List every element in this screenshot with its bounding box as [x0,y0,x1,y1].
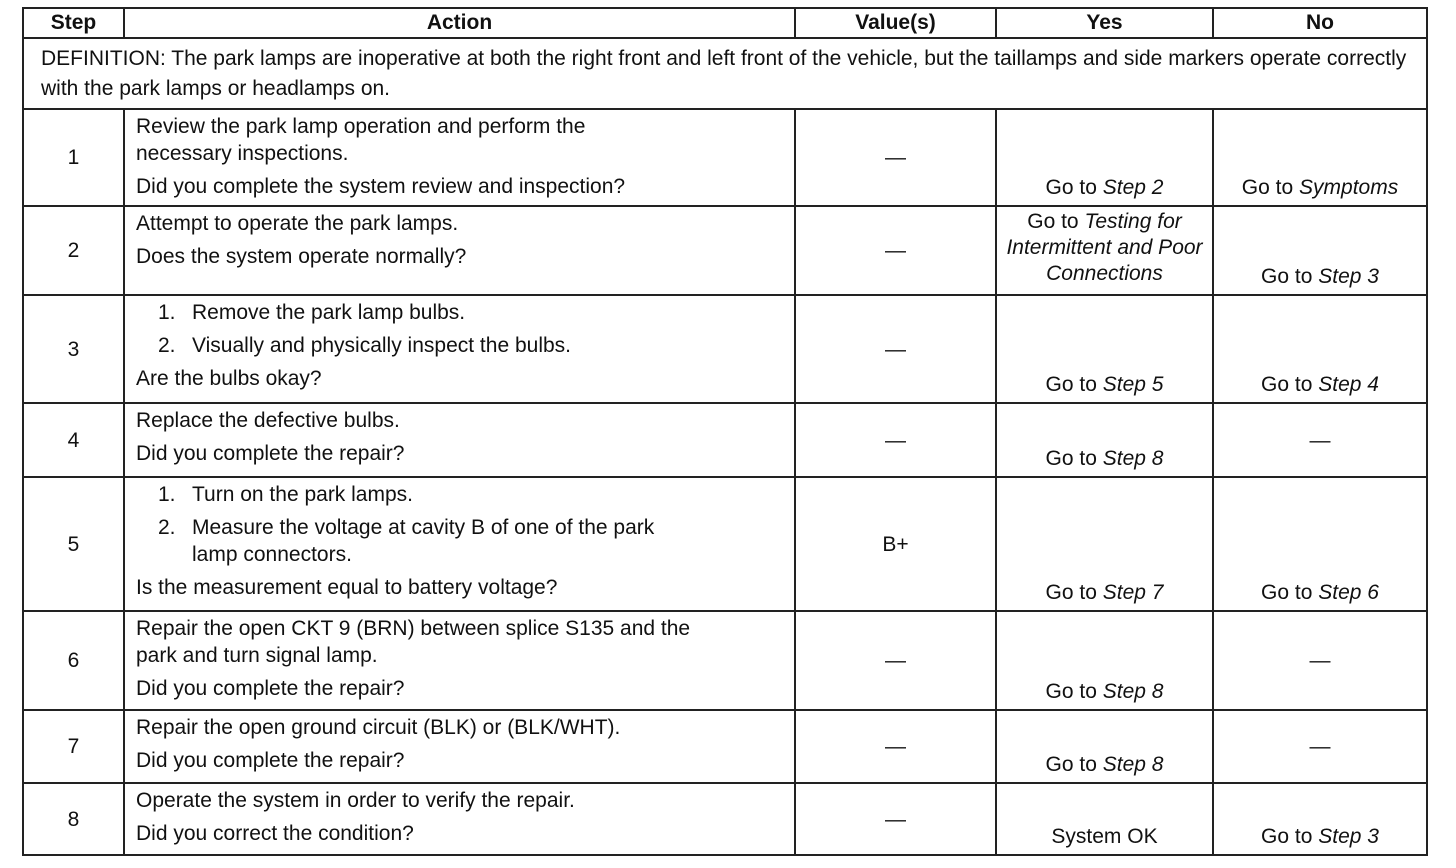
header-row [23,8,1427,38]
value-cell: B+ [795,477,996,611]
action-question: Does the system operate normally? [136,245,467,268]
yes-target: Step 7 [1102,581,1164,604]
no-cell: — [1213,403,1427,477]
action-instruction: Replace the defective bulbs. [136,409,400,432]
action-cell [124,403,795,477]
header-action: Action [124,8,795,38]
action-question: Are the bulbs okay? [136,367,322,390]
yes-cell: Go to Step 8 [996,403,1213,477]
value-cell: — [795,611,996,710]
action-cell [124,477,795,611]
value-cell: — [795,109,996,206]
table-row [23,477,1427,611]
yes-cell: Go to Step 8 [996,710,1213,783]
action-question: Did you correct the condition? [136,822,414,845]
list-item: 1. Remove the park lamp bulbs. [158,301,466,324]
action-instruction: Operate the system in order to verify the repair. [136,789,575,812]
yes-cell: System OK [996,783,1213,855]
action-cell [124,710,795,783]
value-cell: — [795,206,996,295]
action-question: Did you complete the repair? [136,749,405,772]
no-target: Step 4 [1318,373,1379,396]
action-instruction: Attempt to operate the park lamps. [136,212,459,235]
value-cell: — [795,295,996,403]
yes-cell: Go to Testing for Intermittent and Poor Connections [996,206,1213,295]
value-cell: — [795,783,996,855]
table-row [23,403,1427,477]
step-number: 1 [23,109,124,206]
no-target: Step 3 [1318,825,1379,848]
definition-row [23,38,1427,109]
no-cell: Go to Symptoms [1213,109,1427,206]
yes-cell: Go to Step 5 [996,295,1213,403]
action-instruction: Review the park lamp operation and perform the necessary inspections. [136,115,586,165]
yes-target: Step 5 [1102,373,1164,396]
yes-target: Testing for Intermittent and Poor Connections [1006,210,1203,285]
no-cell: Go to Step 3 [1213,783,1427,855]
table-row [23,109,1427,206]
step-number: 2 [23,206,124,295]
action-instruction: Repair the open ground circuit (BLK) or (BLK/WHT). [136,716,621,739]
diagnostic-table-page [22,7,1428,856]
no-target: Symptoms [1299,176,1399,199]
action-cell [124,206,795,295]
yes-cell: Go to Step 8 [996,611,1213,710]
action-cell [124,611,795,710]
step-number: 5 [23,477,124,611]
no-target: Step 6 [1318,581,1379,604]
header-no: No [1213,8,1427,38]
no-target: Step 3 [1318,265,1379,288]
header-yes: Yes [996,8,1213,38]
list-item: 2. Visually and physically inspect the bulbs. [158,334,571,357]
action-question: Did you complete the repair? [136,677,405,700]
action-cell [124,783,795,855]
action-list [136,299,786,359]
action-question: Did you complete the repair? [136,442,405,465]
yes-target: Step 8 [1102,753,1164,776]
yes-cell: Go to Step 2 [996,109,1213,206]
value-cell: — [795,710,996,783]
step-number: 6 [23,611,124,710]
action-cell [124,109,795,206]
table-row [23,611,1427,710]
list-item: 2. Measure the voltage at cavity B of one of the park lamp connectors. [158,516,655,566]
list-item: 1. Turn on the park lamps. [158,483,413,506]
value-cell: — [795,403,996,477]
action-cell [124,295,795,403]
no-cell: Go to Step 3 [1213,206,1427,295]
action-question: Did you complete the system review and inspection? [136,175,626,198]
table-row [23,295,1427,403]
yes-target: Step 8 [1102,447,1164,470]
step-number: 8 [23,783,124,855]
yes-target: Step 8 [1102,680,1164,703]
step-number: 7 [23,710,124,783]
action-instruction: Repair the open CKT 9 (BRN) between splice S135 and the park and turn signal lamp. [136,617,691,667]
table-row [23,783,1427,855]
action-question: Is the measurement equal to battery voltage? [136,576,558,599]
table-row [23,710,1427,783]
no-cell: Go to Step 4 [1213,295,1427,403]
step-number: 4 [23,403,124,477]
table-row [23,206,1427,295]
yes-cell: Go to Step 7 [996,477,1213,611]
diagnostic-table [22,7,1428,856]
action-list [136,481,786,568]
step-number: 3 [23,295,124,403]
no-cell: Go to Step 6 [1213,477,1427,611]
header-step: Step [23,8,124,38]
no-cell: — [1213,710,1427,783]
no-cell: — [1213,611,1427,710]
definition-text: DEFINITION: The park lamps are inoperative at both the right front and left front of the vehicle, but the taillamps and side markers operate correctly with the park lamps or headlamps on. [23,38,1427,109]
yes-target: Step 2 [1102,176,1164,199]
header-values: Value(s) [795,8,996,38]
